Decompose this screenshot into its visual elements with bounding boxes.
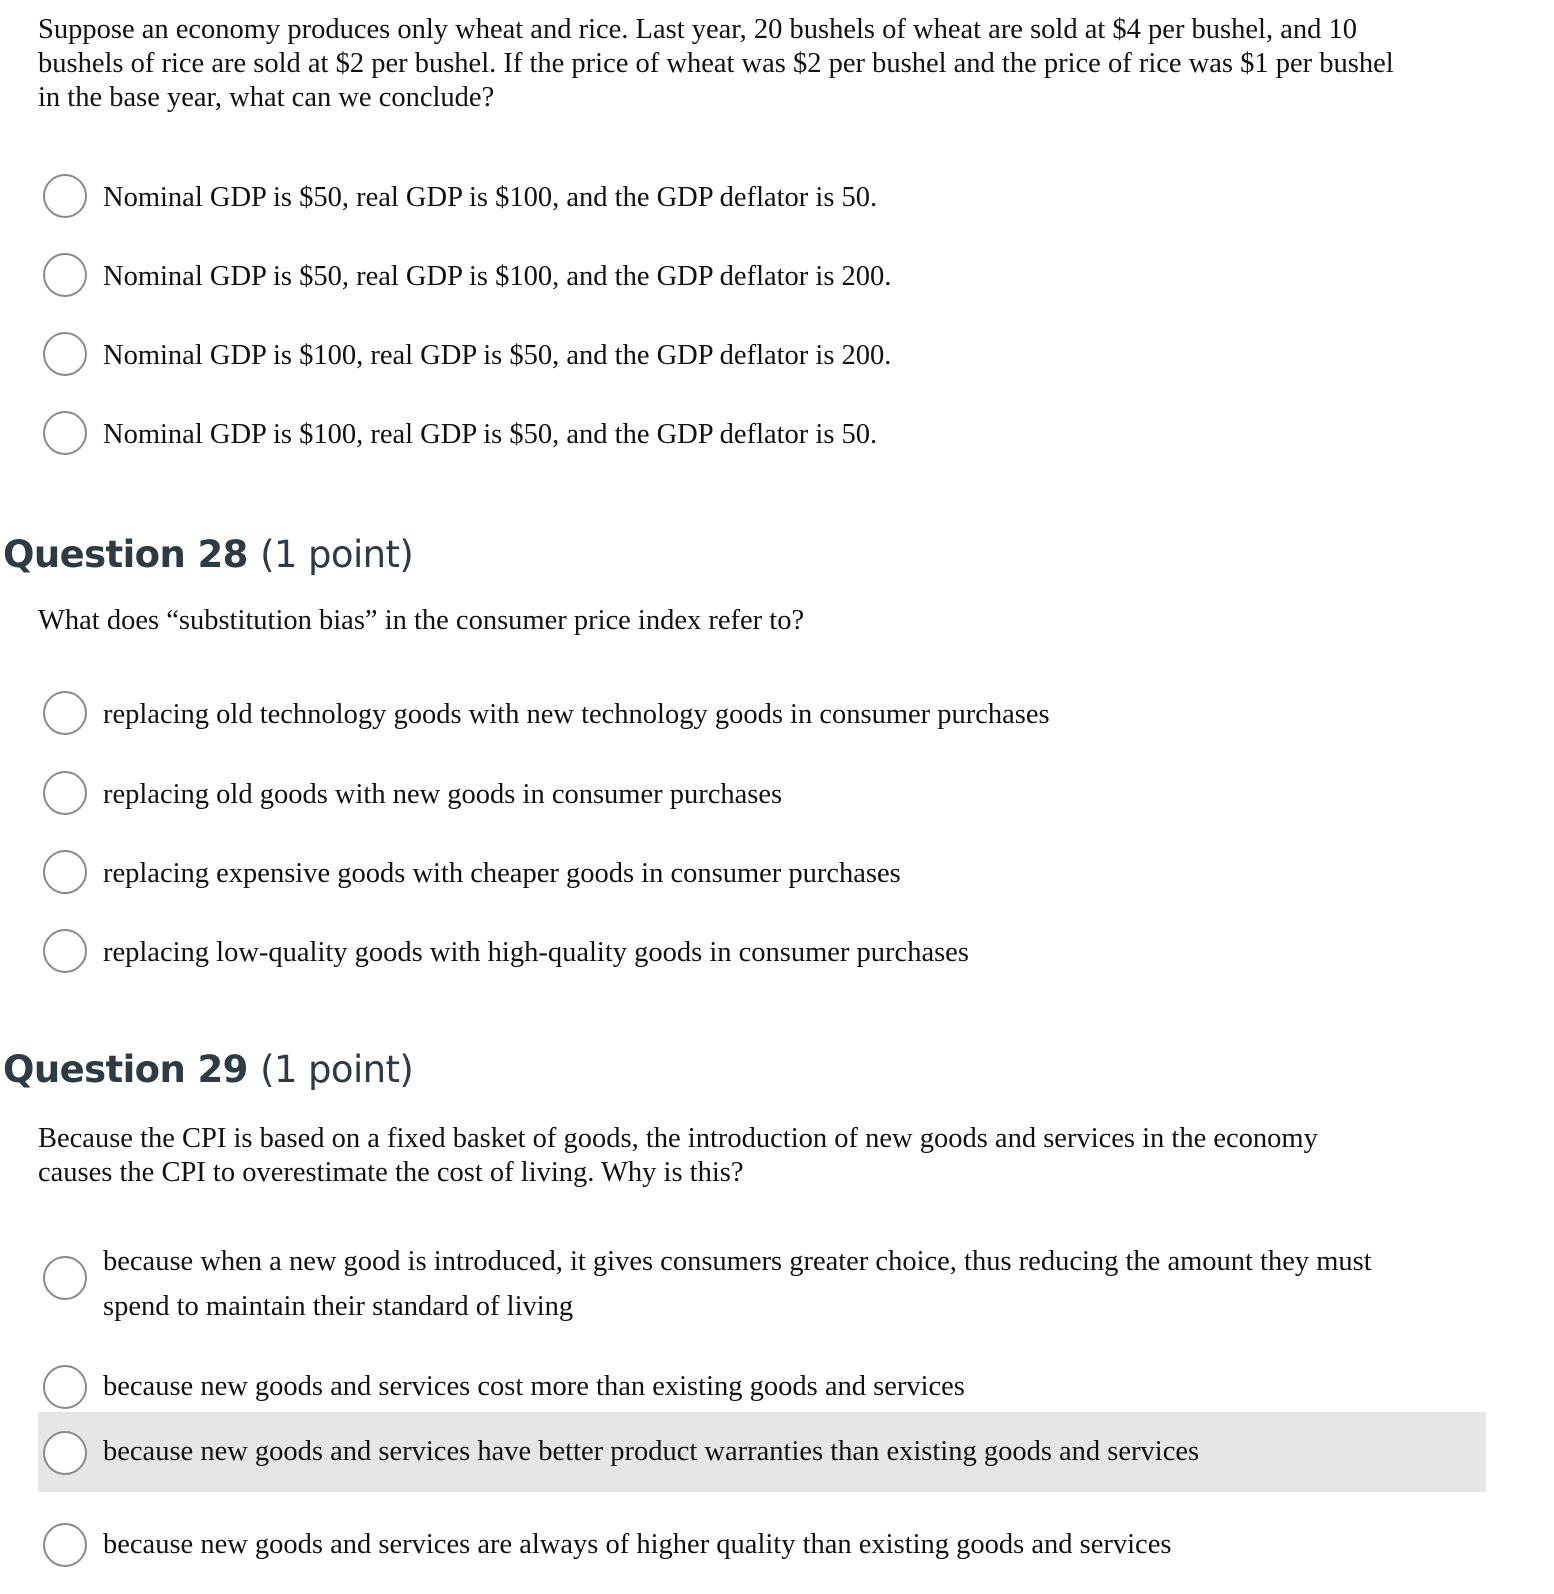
answer-option-label: replacing old technology goods with new technology goods in consumer purchases bbox=[103, 699, 1050, 730]
radio-button[interactable] bbox=[43, 1256, 87, 1300]
radio-button[interactable] bbox=[43, 1431, 87, 1475]
answer-option-label: spend to maintain their standard of living bbox=[103, 1291, 574, 1322]
answer-option-28-c[interactable] bbox=[38, 850, 1486, 895]
radio-button[interactable] bbox=[43, 253, 87, 297]
answer-option-label: replacing old goods with new goods in consumer purchases bbox=[103, 779, 783, 810]
answer-option-27-b[interactable] bbox=[38, 253, 1486, 298]
radio-button[interactable] bbox=[43, 850, 87, 894]
answer-option-label: replacing expensive goods with cheaper goods in consumer purchases bbox=[103, 858, 901, 889]
question-title bbox=[0, 533, 413, 577]
radio-button[interactable] bbox=[43, 174, 87, 218]
answer-option-28-d[interactable] bbox=[38, 929, 1486, 974]
answer-option-label: because when a new good is introduced, it gives consumers greater choice, thus reducing the amount they must bbox=[103, 1246, 1372, 1277]
question-29-prompt bbox=[38, 1122, 1518, 1190]
radio-button[interactable] bbox=[43, 1523, 87, 1567]
prompt-line: in the base year, what can we conclude? bbox=[38, 82, 495, 113]
answer-option-28-b[interactable] bbox=[38, 771, 1486, 816]
answer-option-label: replacing low-quality goods with high-quality goods in consumer purchases bbox=[103, 937, 969, 968]
answer-option-29-c[interactable] bbox=[38, 1412, 1486, 1492]
answer-option-label: Nominal GDP is $50, real GDP is $100, and the GDP deflator is 50. bbox=[103, 182, 878, 213]
answer-option-label: Nominal GDP is $50, real GDP is $100, and the GDP deflator is 200. bbox=[103, 261, 892, 292]
question-points: (1 point) bbox=[260, 533, 414, 576]
question-number: Question 28 bbox=[3, 533, 248, 576]
answer-option-28-a[interactable] bbox=[38, 691, 1486, 736]
radio-button[interactable] bbox=[43, 332, 87, 376]
answer-option-27-c[interactable] bbox=[38, 332, 1486, 377]
question-number: Question 29 bbox=[3, 1048, 248, 1091]
answer-option-27-d[interactable] bbox=[38, 411, 1486, 456]
radio-button[interactable] bbox=[43, 691, 87, 735]
question-27-prompt bbox=[38, 13, 1518, 115]
prompt-line: causes the CPI to overestimate the cost of living. Why is this? bbox=[38, 1157, 744, 1188]
answer-option-label: Nominal GDP is $100, real GDP is $50, and the GDP deflator is 200. bbox=[103, 340, 892, 371]
question-title bbox=[0, 1048, 413, 1092]
radio-button[interactable] bbox=[43, 771, 87, 815]
radio-button[interactable] bbox=[43, 411, 87, 455]
prompt-line: Suppose an economy produces only wheat and rice. Last year, 20 bushels of wheat are sold at $4 per bushel, and 10 bbox=[38, 14, 1357, 45]
answer-option-27-a[interactable] bbox=[38, 174, 1486, 219]
radio-button[interactable] bbox=[43, 1365, 87, 1409]
prompt-line: Because the CPI is based on a fixed basket of goods, the introduction of new goods and services in the economy bbox=[38, 1123, 1318, 1154]
answer-option-29-d[interactable] bbox=[38, 1523, 1486, 1568]
prompt-line: bushels of rice are sold at $2 per bushel. If the price of wheat was $2 per bushel and the price of rice was $1 per bushel bbox=[38, 48, 1394, 79]
question-points: (1 point) bbox=[260, 1048, 414, 1091]
answer-option-label: because new goods and services have better product warranties than existing goods and services bbox=[103, 1436, 1200, 1467]
answer-option-29-a[interactable] bbox=[38, 1240, 1486, 1330]
radio-button[interactable] bbox=[43, 929, 87, 973]
answer-option-label: because new goods and services cost more than existing goods and services bbox=[103, 1371, 965, 1402]
answer-option-29-b[interactable] bbox=[38, 1365, 1486, 1410]
question-28-prompt: What does “substitution bias” in the consumer price index refer to? bbox=[38, 605, 805, 636]
answer-option-label: Nominal GDP is $100, real GDP is $50, and the GDP deflator is 50. bbox=[103, 419, 878, 450]
answer-option-label: because new goods and services are always of higher quality than existing goods and services bbox=[103, 1529, 1172, 1560]
